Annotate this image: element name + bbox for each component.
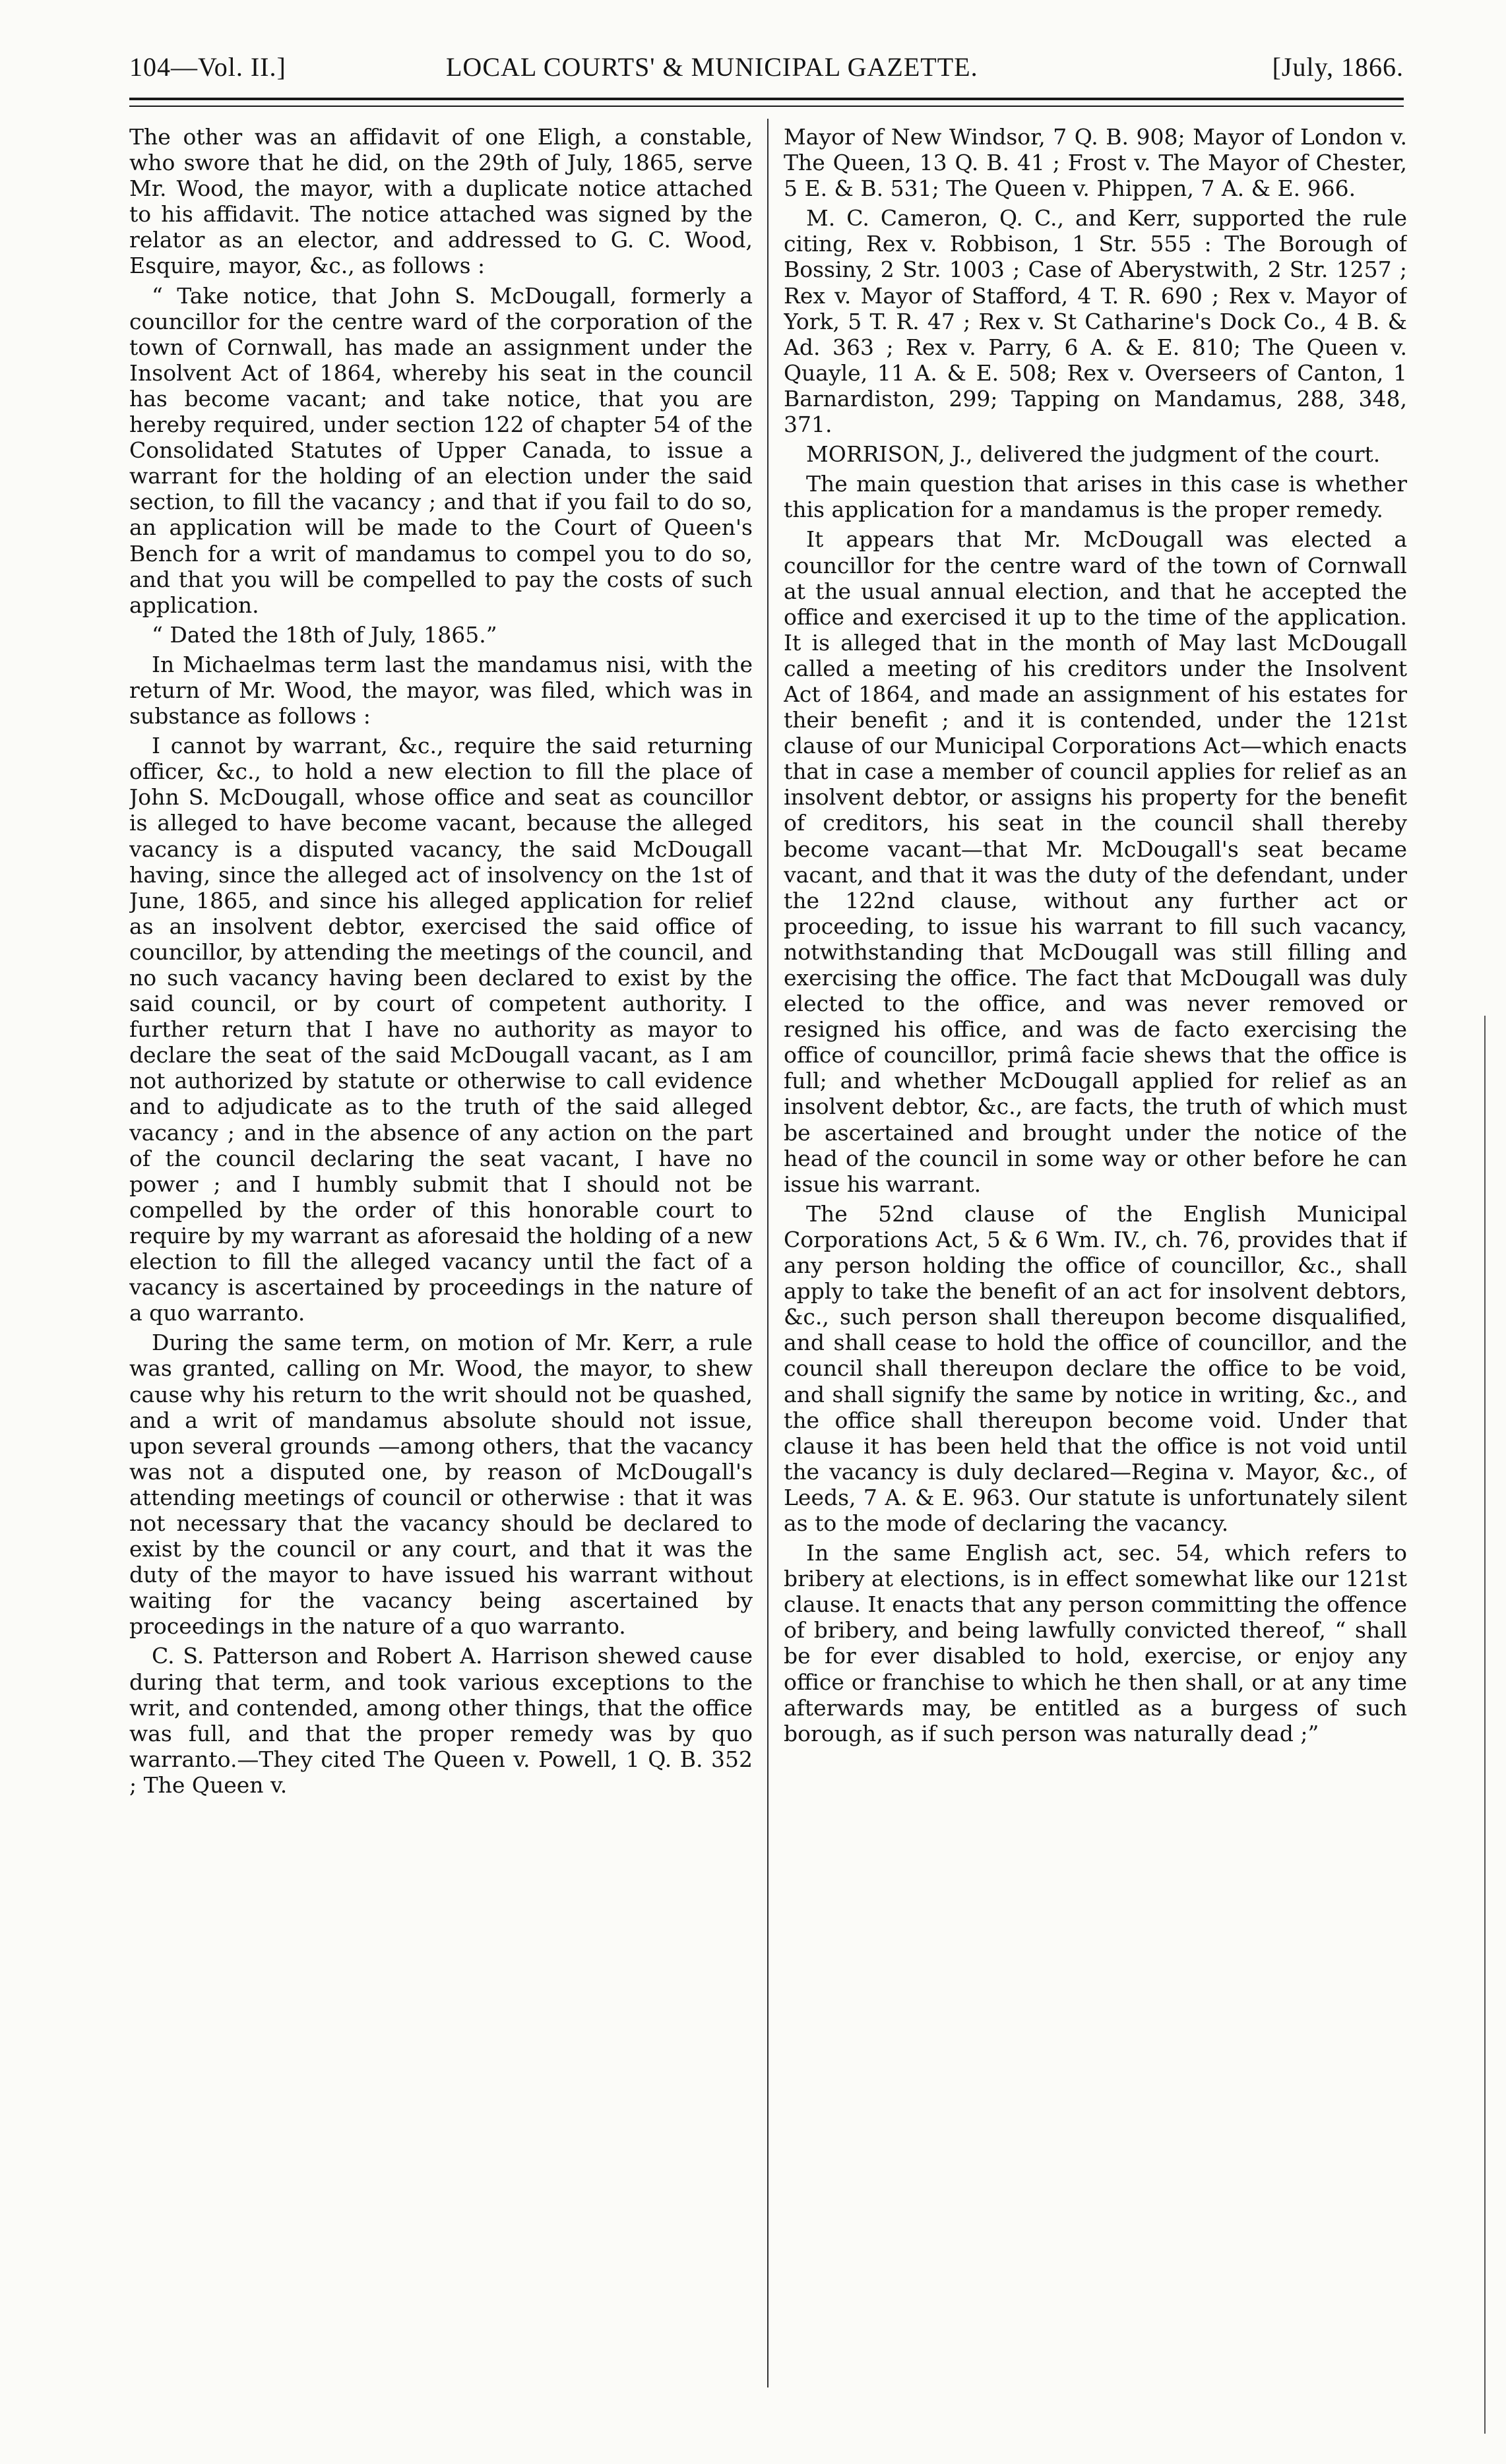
paragraph: I cannot by warrant, &c., require the said returning officer, &c., to hold a new election to fill the place of John S. McDougall, whose office and seat as councillor is alleged to have become vacant, because the alleged vacancy is a disputed vacancy, the said McDougall having, since the alleged act of insolvency on the 1st of June, 1865, and since his alleged application for relief as an insolvent debtor, exercised the said office of councillor, by attending the meetings of the council, and no such vacancy having been declared to exist by the said council, or by court of competent authority. I further return that I have no authority as mayor to declare the seat of the said McDougall vacant, as I am not authorized by statute or otherwise to call evidence and to adjudicate as to the truth of the said alleged vacancy ; and in the absence of any action on the part of the council declaring the seat vacant, I have no power ; and I humbly submit that I should not be compelled by the order of this honorable court to require by my warrant as aforesaid the holding of a new election to fill the alleged vacancy until the fact of a vacancy is ascertained by proceedings in the nature of a quo warranto. [129,733,753,1326]
paragraph: “ Take notice, that John S. McDougall, formerly a councillor for the centre ward of the corporation of the town of Cornwall, has made an assignment under the Insolvent Act of 1864, whereby his seat in the council has become vacant; and take notice, that you are hereby required, under section 122 of chapter 54 of the Consolidated Statutes of Upper Canada, to issue a warrant for the holding of an election under the said section, to fill the vacancy ; and that if you fail to do so, an application will be made to the Court of Queen's Bench for a writ of mandamus to compel you to do so, and that you will be compelled to pay the costs of such application. [129,282,753,618]
page-volume: 104—Vol. II.] [129,52,286,82]
page-edge-line [1484,1016,1486,2434]
paragraph: C. S. Patterson and Robert A. Harrison shewed cause during that term, and took various exceptions to the writ, and contended, among other things, that the office was full, and that the proper remedy was by quo warranto.—They cited The Queen v. Powell, 1 Q. B. 352 ; The Queen v. [129,1643,753,1798]
paragraph: “ Dated the 18th of July, 1865.” [152,621,497,648]
paragraph: It appears that Mr. McDougall was elected a councillor for the centre ward of the town of Cornwall at the usual annual election, and that he accepted the office and exercised it up to the time of the application. It is alleged that in the month of May last McDougall called a meeting of his creditors under the Insolvent Act of 1864, and made an assignment of his estates for their benefit ; and it is contended, under the 121st clause of our Municipal Corporations Act—which enacts that in case a member of council applies for relief as an insolvent debtor, or assigns his property for the benefit of creditors, his seat in the council shall thereby become vacant—that Mr. McDougall's seat became vacant, and that it was the duty of the defendant, under the 122nd clause, without any further act or proceeding, to issue his warrant to fill such vacancy, notwithstanding that McDougall was still filling and exercising the office. The fact that McDougall was duly elected to the office, and was never removed or resigned his office, and was de facto exercising the office of councillor, primâ facie shews that the office is full; and whether McDougall applied for relief as an insolvent debtor, &c., are facts, the truth of which must be ascertained and brought under the notice of the head of the council in some way or other before he can issue his warrant. [784,526,1407,1197]
running-header [129,51,1404,84]
paragraph: In the same English act, sec. 54, which refers to bribery at elections, is in effect somewhat like our 121st clause. It enacts that any person committing the offence of bribery, and being lawfully convicted thereof, “ shall be for ever disabled to hold, exercise, or enjoy any office or franchise to which he then shall, or at any time afterwards may, be entitled as a burgess of such borough, as if such person was naturally dead ;” [784,1540,1407,1746]
paragraph: The main question that arises in this case is whether this application for a mandamus is the proper remedy. [784,471,1407,523]
paragraph: In Michaelmas term last the mandamus nisi, with the return of Mr. Wood, the mayor, was filed, which was in substance as follows : [129,651,753,729]
left-column [129,124,753,2393]
issue-date: [July, 1866. [1272,52,1404,82]
gazette-title: LOCAL COURTS' & MUNICIPAL GAZETTE. [446,52,978,82]
header-rule-thick [129,98,1404,100]
paragraph: The other was an affidavit of one Eligh, a constable, who swore that he did, on the 29th of July, 1865, serve Mr. Wood, the mayor, with a duplicate notice attached to his affidavit. The notice attached was signed by the relator as an elector, and addressed to G. C. Wood, Esquire, mayor, &c., as follows : [129,124,753,279]
header-rule-thin [129,106,1404,107]
paragraph: During the same term, on motion of Mr. Kerr, a rule was granted, calling on Mr. Wood, the mayor, to shew cause why his return to the writ should not be quashed, and a writ of mandamus absolute should not issue, upon several grounds —among others, that the vacancy was not a disputed one, by reason of McDougall's attending meetings of council or otherwise : that it was not necessary that the vacancy should be declared to exist by the council or any court, and that it was the duty of the mayor to have issued his warrant without waiting for the vacancy being ascertained by proceedings in the nature of a quo warranto. [129,1330,753,1640]
paragraph: Mayor of New Windsor, 7 Q. B. 908; Mayor of London v. The Queen, 13 Q. B. 41 ; Frost v. The Mayor of Chester, 5 E. & B. 531; The Queen v. Phippen, 7 A. & E. 966. [784,124,1407,202]
paragraph: M. C. Cameron, Q. C., and Kerr, supported the rule citing, Rex v. Robbison, 1 Str. 555 : The Borough of Bossiny, 2 Str. 1003 ; Case of Aberystwith, 2 Str. 1257 ; Rex v. Mayor of Stafford, 4 T. R. 690 ; Rex v. Mayor of York, 5 T. R. 47 ; Rex v. St Catharine's Dock Co., 4 B. & Ad. 363 ; Rex v. Parry, 6 A. & E. 810; The Queen v. Quayle, 11 A. & E. 508; Rex v. Overseers of Canton, 1 Barnardiston, 299; Tapping on Mandamus, 288, 348, 371. [784,205,1407,438]
right-column [784,124,1407,2393]
paragraph: The 52nd clause of the English Municipal Corporations Act, 5 & 6 Wm. IV., ch. 76, provides that if any person holding the office of councillor, &c., shall apply to take the benefit of an act for insolvent debtors, &c., such person shall thereupon become disqualified, and shall cease to hold the office of councillor, and the council shall thereupon declare the office to be void, and shall signify the same by notice in writing, &c., and the office shall thereupon become void. Under that clause it has been held that the office is not void until the vacancy is duly declared—Regina v. Mayor, &c., of Leeds, 7 A. & E. 963. Our statute is unfortunately silent as to the mode of declaring the vacancy. [784,1200,1407,1536]
column-divider [767,119,769,2387]
paragraph: MORRISON, J., delivered the judgment of the court. [806,441,1381,468]
